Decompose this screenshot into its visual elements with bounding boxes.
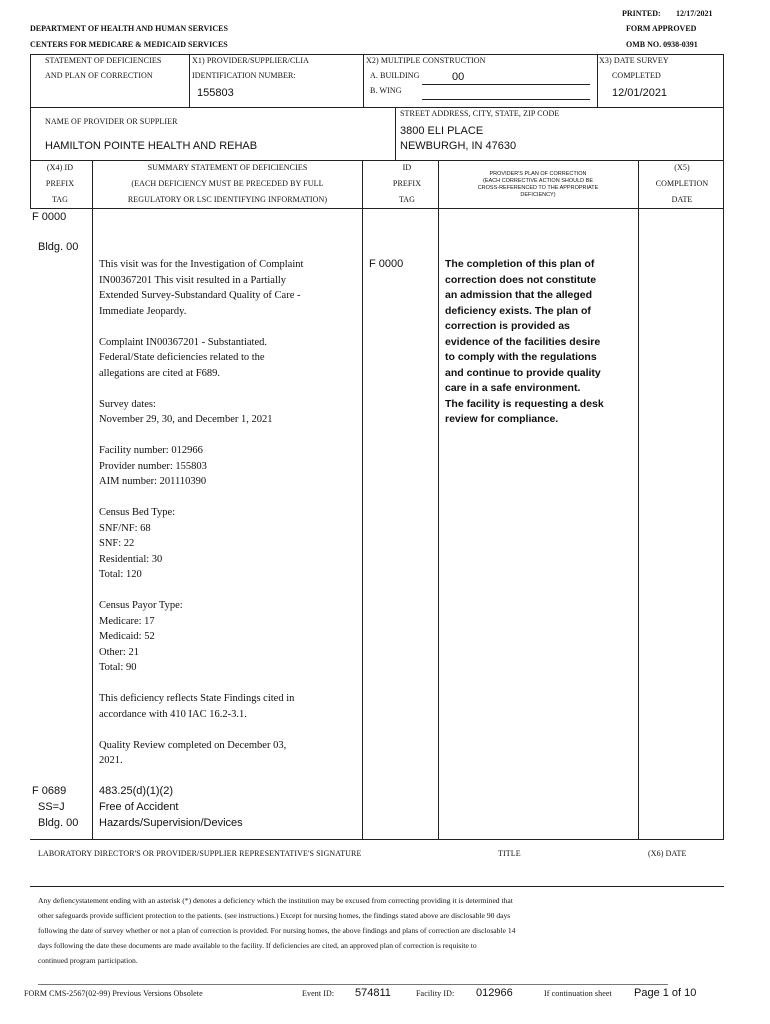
summary-paragraph: Census Payor Type: Medicare: 17 Medicaid: 52 Other: 21 Total: 90 — [99, 600, 183, 673]
provider-id-value: 155803 — [197, 87, 234, 99]
wing-underline — [422, 99, 590, 100]
summary-header-3: REGULATORY OR LSC IDENTIFYING INFORMATION) — [127, 195, 328, 204]
summary-header-1: SUMMARY STATEMENT OF DEFICIENCIES — [147, 163, 308, 172]
rule — [30, 839, 724, 840]
x3-label-2: COMPLETED — [612, 71, 661, 80]
building-label: A. BUILDING — [370, 71, 420, 80]
summary-paragraph: This deficiency reflects State Findings cited in accordance with 410 IAC 16.2-3.1. — [99, 693, 295, 720]
event-id-value: 574811 — [355, 987, 391, 999]
address-label: STREET ADDRESS, CITY, STATE, ZIP CODE — [400, 109, 560, 118]
f0689-regulation: 483.25(d)(1)(2) — [99, 785, 173, 797]
signature-label: LABORATORY DIRECTOR'S OR PROVIDER/SUPPLIER REPRESENTATIVE'S SIGNATURE — [38, 849, 362, 858]
form-number: FORM CMS-2567(02-99) Previous Versions Obsolete — [24, 989, 203, 998]
facility-id-label: Facility ID: — [416, 989, 455, 998]
rule — [30, 208, 724, 209]
x5-header-3: DATE — [671, 195, 693, 204]
column-divider — [723, 160, 724, 840]
title-label: TITLE — [498, 849, 521, 858]
column-divider — [638, 160, 639, 840]
continuation-label: If continuation sheet — [544, 989, 612, 998]
summary-statement — [99, 257, 359, 784]
rule — [395, 107, 396, 161]
plan-header-3: CROSS-REFERENCED TO THE APPROPRIATE — [477, 185, 599, 191]
wing-label: B. WING — [370, 86, 402, 95]
survey-date-value: 12/01/2021 — [612, 87, 668, 99]
rule — [723, 107, 724, 161]
x5-header-1: (X5) — [674, 163, 690, 172]
department-title: DEPARTMENT OF HEALTH AND HUMAN SERVICES — [30, 24, 228, 33]
summary-paragraph: Census Bed Type: SNF/NF: 68 SNF: 22 Residential: 30 Total: 120 — [99, 507, 176, 580]
centers-title: CENTERS FOR MEDICARE & MEDICAID SERVICES — [30, 40, 228, 49]
plan-header-4: DEFICIENCY) — [520, 192, 556, 198]
rule — [597, 54, 598, 108]
summary-paragraph: Quality Review completed on December 03, 2021. — [99, 739, 287, 766]
x4-label-1: (X4) ID — [46, 163, 74, 172]
summary-paragraph: Survey dates: November 29, 30, and December 1, 2021 — [99, 398, 273, 425]
rule — [30, 160, 724, 161]
plan-header-2: (EACH CORRECTIVE ACTION SHOULD BE — [482, 178, 594, 184]
rule — [189, 54, 190, 108]
plan-of-correction: The completion of this plan of correction does not constitute an admission that the alleged deficiency exists. The plan of correction is provided as evidence of the facilities desire to comply with the regulations and continue to provide quality care in a safe environment. The facility is requesting a desk review for compliance. — [445, 258, 604, 425]
rule — [363, 54, 364, 108]
rule — [30, 54, 31, 108]
x4-label-2: PREFIX — [45, 179, 75, 188]
id-header-1: ID — [402, 163, 412, 172]
f0000-tag: F 0000 — [32, 211, 67, 223]
rule — [30, 107, 31, 161]
rule — [30, 54, 724, 55]
building-underline — [422, 84, 590, 85]
provider-name-label: NAME OF PROVIDER OR SUPPLIER — [45, 117, 178, 126]
column-divider — [92, 160, 93, 840]
summary-header-2: (EACH DEFICIENCY MUST BE PRECEDED BY FULL — [131, 179, 324, 188]
summary-paragraph: This visit was for the Investigation of Complaint IN00367201 This visit resulted in a Partially Extended Survey-Substandard Quality of Care - Immediate Jeopardy. — [99, 259, 304, 317]
id-header-3: TAG — [398, 195, 416, 204]
plan-header — [440, 171, 636, 199]
column-divider — [362, 160, 363, 840]
x5-header-2: COMPLETION — [655, 179, 709, 188]
x6-date-label: (X6) DATE — [648, 849, 687, 858]
page-number: Page 1 of 10 — [634, 987, 697, 999]
x1-label-2: IDENTIFICATION NUMBER: — [192, 71, 296, 80]
printed-date: 12/17/2021 — [676, 9, 713, 18]
f0689-title-2: Hazards/Supervision/Devices — [99, 817, 243, 829]
column-divider — [438, 160, 439, 840]
statement-label-2: AND PLAN OF CORRECTION — [45, 71, 153, 80]
x4-label-3: TAG — [51, 195, 69, 204]
f0000-building: Bldg. 00 — [38, 241, 79, 253]
plan-header-1: PROVIDER'S PLAN OF CORRECTION — [489, 171, 587, 177]
x1-label-1: X1) PROVIDER/SUPPLIER/CLIA — [192, 56, 310, 65]
address-line-1: 3800 ELI PLACE — [400, 125, 484, 137]
summary-paragraph: Facility number: 012966 Provider number: 155803 AIM number: 201110390 — [99, 445, 207, 487]
f0689-scope-severity: SS=J — [38, 801, 65, 813]
right-id-tag: F 0000 — [369, 258, 404, 270]
disclaimer-footnote: Any defiencystatement ending with an asterisk (*) denotes a deficiency which the institution may be excused from correcting providing it is determined that other safeguards provide sufficient protection to the patients. (see instructions.) Except for nursing homes, the findings stated above are disclosable 90 days following the date of survey whether or not a plan of correction is provided. For nursing homes, the above findings and plans of correction are disclosable 14 days following the date these documents are made available to the facility. If deficiencies are cited, an approved plan of correction is requisite to continued program participation. — [38, 896, 516, 965]
f0689-building: Bldg. 00 — [38, 817, 79, 829]
summary-paragraph: Complaint IN00367201 - Substantiated. Federal/State deficiencies related to the allegations are cited at F689. — [99, 336, 267, 379]
rule — [30, 886, 724, 887]
form-approved: FORM APPROVED — [626, 24, 697, 33]
building-value: 00 — [452, 71, 465, 83]
address-line-2: NEWBURGH, IN 47630 — [400, 140, 517, 152]
id-header-2: PREFIX — [392, 179, 422, 188]
printed-label: PRINTED: — [622, 9, 661, 18]
statement-label-1: STATEMENT OF DEFICIENCIES — [45, 56, 162, 65]
event-id-label: Event ID: — [302, 989, 335, 998]
x2-label: X2) MULTIPLE CONSTRUCTION — [366, 56, 486, 65]
rule — [38, 984, 668, 985]
provider-name: HAMILTON POINTE HEALTH AND REHAB — [45, 140, 258, 152]
facility-id-value: 012966 — [476, 987, 513, 999]
x3-label-1: X3) DATE SURVEY — [599, 56, 669, 65]
f0689-title-1: Free of Accident — [99, 801, 179, 813]
f0689-tag: F 0689 — [32, 785, 67, 797]
rule — [30, 107, 724, 108]
rule — [723, 54, 724, 108]
omb-number: OMB NO. 0938-0391 — [626, 40, 698, 49]
